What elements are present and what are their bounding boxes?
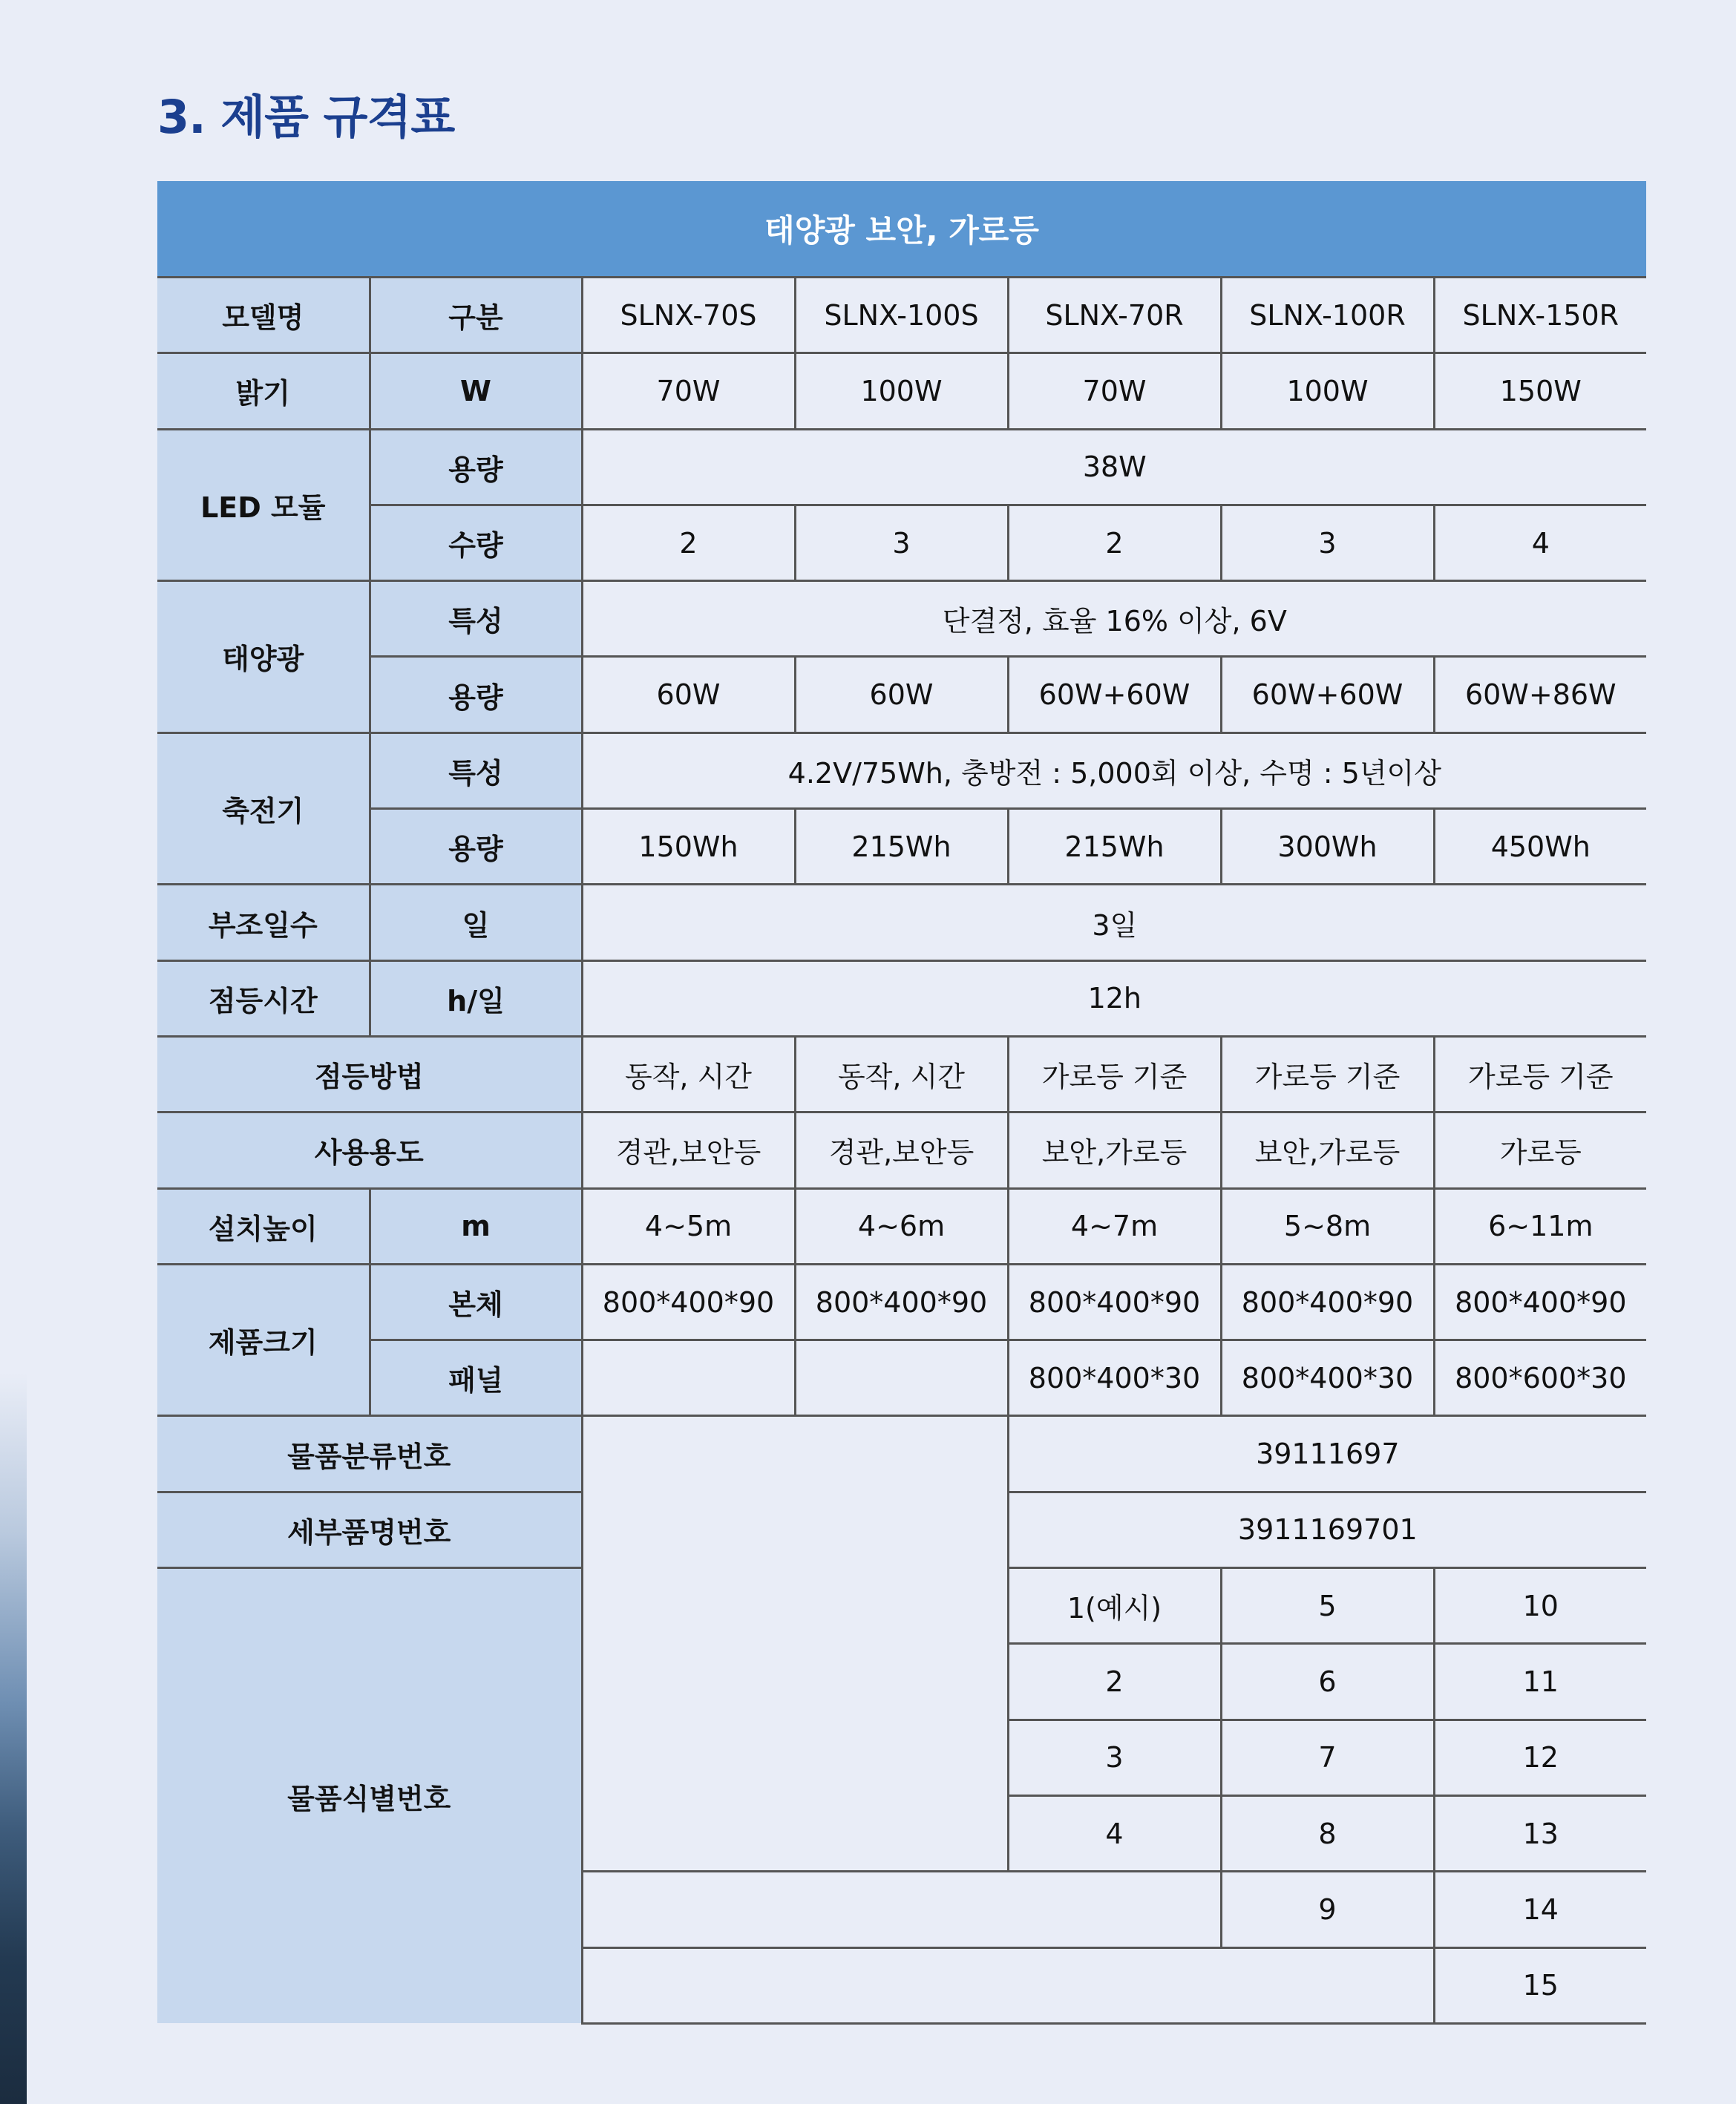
empty-cell bbox=[582, 1416, 1008, 1872]
row-sublabel: 용량 bbox=[370, 809, 582, 885]
cell: 800*400*30 bbox=[1221, 1340, 1434, 1416]
row-label: 설치높이 bbox=[157, 1188, 370, 1264]
cell: 14 bbox=[1434, 1872, 1646, 1947]
cell: 4~6m bbox=[795, 1188, 1008, 1264]
cell: 3 bbox=[795, 505, 1008, 580]
table-row-class-no bbox=[157, 1416, 1646, 1492]
cell: 3 bbox=[1221, 505, 1434, 580]
cell: 150Wh bbox=[582, 809, 795, 885]
cell: 동작, 시간 bbox=[582, 1036, 795, 1112]
cell: 6~11m bbox=[1434, 1188, 1646, 1264]
row-sublabel: 용량 bbox=[370, 657, 582, 733]
row-label: 밝기 bbox=[157, 353, 370, 429]
row-sublabel: 구분 bbox=[370, 278, 582, 353]
table-row-led-qty bbox=[157, 505, 1646, 580]
table-row-brightness bbox=[157, 353, 1646, 429]
cell: 3 bbox=[1008, 1720, 1221, 1795]
table-row-backup bbox=[157, 885, 1646, 960]
background-landscape-strip bbox=[0, 1373, 27, 2104]
row-label: 제품크기 bbox=[157, 1264, 370, 1416]
cell: SLNX-150R bbox=[1434, 278, 1646, 353]
cell: 4~7m bbox=[1008, 1188, 1221, 1264]
row-label: 태양광 bbox=[157, 581, 370, 733]
table-row-led-capacity bbox=[157, 429, 1646, 505]
table-header-row bbox=[157, 181, 1646, 278]
table-row-lighting-time bbox=[157, 960, 1646, 1036]
cell: 가로등 기준 bbox=[1434, 1036, 1646, 1112]
cell: 215Wh bbox=[1008, 809, 1221, 885]
cell: SLNX-70R bbox=[1008, 278, 1221, 353]
cell: 2 bbox=[582, 505, 795, 580]
cell: 800*400*90 bbox=[1221, 1264, 1434, 1340]
row-label: 물품분류번호 bbox=[157, 1416, 582, 1492]
cell: 11 bbox=[1434, 1644, 1646, 1720]
cell: 15 bbox=[1434, 1947, 1646, 2023]
row-label: 물품식별번호 bbox=[157, 1568, 582, 2024]
table-row-size-body bbox=[157, 1264, 1646, 1340]
row-label: 점등시간 bbox=[157, 960, 370, 1036]
cell: 경관,보안등 bbox=[582, 1112, 795, 1188]
cell: 7 bbox=[1221, 1720, 1434, 1795]
empty-cell bbox=[582, 1872, 1221, 1947]
cell: 가로등 bbox=[1434, 1112, 1646, 1188]
cell: 2 bbox=[1008, 1644, 1221, 1720]
row-sublabel: h/일 bbox=[370, 960, 582, 1036]
cell: 100W bbox=[795, 353, 1008, 429]
cell: 300Wh bbox=[1221, 809, 1434, 885]
cell: 9 bbox=[1221, 1872, 1434, 1947]
cell: SLNX-100R bbox=[1221, 278, 1434, 353]
cell: 10 bbox=[1434, 1568, 1646, 1644]
table-row-height bbox=[157, 1188, 1646, 1264]
row-sublabel: W bbox=[370, 353, 582, 429]
cell: 2 bbox=[1008, 505, 1221, 580]
row-label: 모델명 bbox=[157, 278, 370, 353]
table-row-solar-capacity bbox=[157, 657, 1646, 733]
cell: 동작, 시간 bbox=[795, 1036, 1008, 1112]
cell: 4~5m bbox=[582, 1188, 795, 1264]
cell: SLNX-100S bbox=[795, 278, 1008, 353]
cell: 800*600*30 bbox=[1434, 1340, 1646, 1416]
cell bbox=[582, 1340, 795, 1416]
cell: 6 bbox=[1221, 1644, 1434, 1720]
cell: 8 bbox=[1221, 1795, 1434, 1871]
cell: 800*400*90 bbox=[1008, 1264, 1221, 1340]
cell: 5 bbox=[1221, 1568, 1434, 1644]
page-title: 3. 제품 규격표 bbox=[157, 90, 455, 144]
row-sublabel: 용량 bbox=[370, 429, 582, 505]
cell: 가로등 기준 bbox=[1221, 1036, 1434, 1112]
cell: 800*400*90 bbox=[582, 1264, 795, 1340]
row-sublabel: m bbox=[370, 1188, 582, 1264]
cell: 경관,보안등 bbox=[795, 1112, 1008, 1188]
table-row-model bbox=[157, 278, 1646, 353]
cell: 70W bbox=[1008, 353, 1221, 429]
merged-cell: 39111697 bbox=[1008, 1416, 1646, 1492]
merged-cell: 3일 bbox=[582, 885, 1646, 960]
cell: 60W+86W bbox=[1434, 657, 1646, 733]
empty-cell bbox=[582, 1947, 1434, 2023]
row-label: 사용용도 bbox=[157, 1112, 582, 1188]
row-sublabel: 특성 bbox=[370, 581, 582, 657]
cell: 800*400*90 bbox=[1434, 1264, 1646, 1340]
merged-cell: 단결정, 효율 16% 이상, 6V bbox=[582, 581, 1646, 657]
cell: 150W bbox=[1434, 353, 1646, 429]
cell: 70W bbox=[582, 353, 795, 429]
cell: 215Wh bbox=[795, 809, 1008, 885]
row-sublabel: 본체 bbox=[370, 1264, 582, 1340]
row-label: LED 모듈 bbox=[157, 429, 370, 581]
cell: 1(예시) bbox=[1008, 1568, 1221, 1644]
cell: 보안,가로등 bbox=[1008, 1112, 1221, 1188]
table-row-lighting-method bbox=[157, 1036, 1646, 1112]
row-sublabel: 수량 bbox=[370, 505, 582, 580]
table-caption: 태양광 보안, 가로등 bbox=[157, 181, 1646, 278]
row-sublabel: 특성 bbox=[370, 733, 582, 808]
cell: 4 bbox=[1434, 505, 1646, 580]
merged-cell: 38W bbox=[582, 429, 1646, 505]
row-label: 세부품명번호 bbox=[157, 1492, 582, 1567]
cell: 60W+60W bbox=[1221, 657, 1434, 733]
row-label: 점등방법 bbox=[157, 1036, 582, 1112]
table-row-size-panel bbox=[157, 1340, 1646, 1416]
table-row-usage bbox=[157, 1112, 1646, 1188]
merged-cell: 12h bbox=[582, 960, 1646, 1036]
table-row-battery-capacity bbox=[157, 809, 1646, 885]
cell: 보안,가로등 bbox=[1221, 1112, 1434, 1188]
cell: 4 bbox=[1008, 1795, 1221, 1871]
cell: 가로등 기준 bbox=[1008, 1036, 1221, 1112]
table-row-solar-spec bbox=[157, 581, 1646, 657]
cell bbox=[795, 1340, 1008, 1416]
cell: 800*400*30 bbox=[1008, 1340, 1221, 1416]
row-label: 부조일수 bbox=[157, 885, 370, 960]
cell: 12 bbox=[1434, 1720, 1646, 1795]
cell: 13 bbox=[1434, 1795, 1646, 1871]
merged-cell: 3911169701 bbox=[1008, 1492, 1646, 1567]
cell: 450Wh bbox=[1434, 809, 1646, 885]
cell: 60W bbox=[582, 657, 795, 733]
row-sublabel: 패널 bbox=[370, 1340, 582, 1416]
cell: 800*400*90 bbox=[795, 1264, 1008, 1340]
cell: SLNX-70S bbox=[582, 278, 795, 353]
cell: 60W bbox=[795, 657, 1008, 733]
row-sublabel: 일 bbox=[370, 885, 582, 960]
cell: 60W+60W bbox=[1008, 657, 1221, 733]
row-label: 축전기 bbox=[157, 733, 370, 885]
cell: 5~8m bbox=[1221, 1188, 1434, 1264]
merged-cell: 4.2V/75Wh, 충방전 : 5,000회 이상, 수명 : 5년이상 bbox=[582, 733, 1646, 808]
table-row-battery-spec bbox=[157, 733, 1646, 808]
spec-table bbox=[157, 181, 1646, 2025]
cell: 100W bbox=[1221, 353, 1434, 429]
